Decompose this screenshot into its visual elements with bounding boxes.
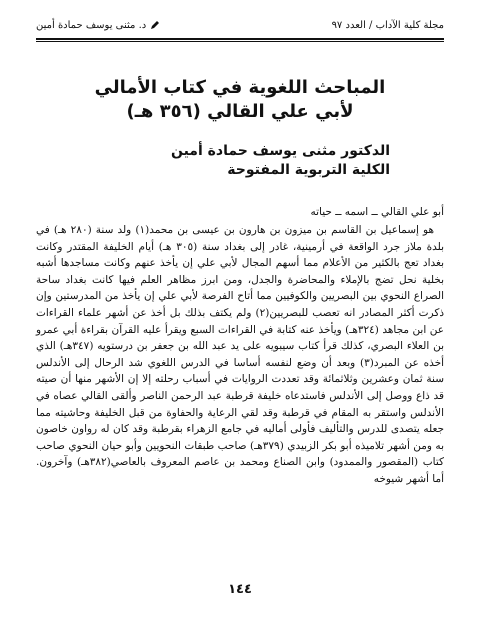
- title-line-2: لأبي علي القالي (٣٥٦ هـ): [126, 101, 354, 122]
- page-number: ١٤٤: [228, 582, 252, 597]
- article-title: [36, 76, 444, 124]
- header-journal: مجلة كلية الآداب / العدد ٩٧: [331, 19, 444, 31]
- header-divider: [36, 38, 444, 40]
- section-heading: أبو علي القالي ــ اسمه ــ حياته: [310, 206, 444, 218]
- author-block: [150, 142, 390, 180]
- title-line-1: المباحث اللغوية في كتاب الأمالي: [94, 77, 386, 98]
- pen-icon: [150, 20, 160, 30]
- body-paragraph: هو إسماعيل بن القاسم بن ميزون بن هارون بن عيسى بن محمد(١) ولد سنة (٢٨٠ هـ) في بلدة ملاز جرد الواقعة في أرمينية، غادر إلى بغداد سنة (٣٠٥ هـ) أيام الخليفة المقتدر وكانت بغداد تعج بالكثير من الأعلام مما أسهم المجال لأبي علي إن يأخذ عنهم وكانت مساجدها أشبه بخلية نحل تضج بالإملاء والمحاضرة والجدل، ومن ابرز مظاهر العلم فيها كانت بغداد ساحة الصراع النحوي بين البصريين والكوفيين مما أتاح الفرصة لأبي علي إن يأخذ من المدرستين وإن ذكرت أكثر المصادر انه تعصب للبصريين(٢) ولم يكتف بذلك بل أخذ عن أشهر علماء القراءات عن ابن مجاهد (٣٢٤هـ) ويأخذ عنه كتابة في القراءات السبع ويقرأ عليه القرآن بقراءة أبي عمرو بن العلاء البصري، كذلك قرأ كتاب سيبويه على يد عبد الله بن جعفر بن درستويه (٣٤٧هـ) الذي أخذه عن المبرد(٣) وبعد أن وضع لنفسه أساسا في الدرس اللغوي شد الرحال إلى الأندلس سنة ثمان وعشرين وثلاثمائة وقد تعددت الروايات في أسباب رحلته إلا إن الأشهر منها أن صيته قد ذاع ووصل إلى الأندلس فاستدعاه خليفة قرطبة عبد الرحمن الناصر وألقى القالي عصاه في الأندلس واستقر به المقام في قرطبة وقد لقي الرعاية والحفاوة من قبل الخليفة وحاشيته مما جعله يتصدى للدرس والتأليف فأولى أماليه في جامع الزهراء بقرطبة وقد كان له رواون خاصون به ومن أشهر تلاميذه أبو بكر الزبيدي (٣٧٩هـ) صاحب طبقات النحويين وأبو حيان النحوي صاحب كتاب (المقصور والممدود) وابن الصناع ومحمد بن عاصم المعروف بالعاصي(٣٨٢هـ) وآخرون. أما أشهر شيوخه: [36, 224, 444, 485]
- author-affiliation: الكلية التربوية المفتوحة: [227, 162, 390, 178]
- author-name: الدكتور مثنى يوسف حمادة أمين: [170, 143, 390, 159]
- header-author: [36, 20, 160, 31]
- header-author-text: د. مثنى يوسف حمادة أمين: [36, 19, 147, 31]
- body-text: [36, 222, 444, 488]
- running-header: [36, 14, 444, 36]
- header-divider-thin: [36, 41, 444, 42]
